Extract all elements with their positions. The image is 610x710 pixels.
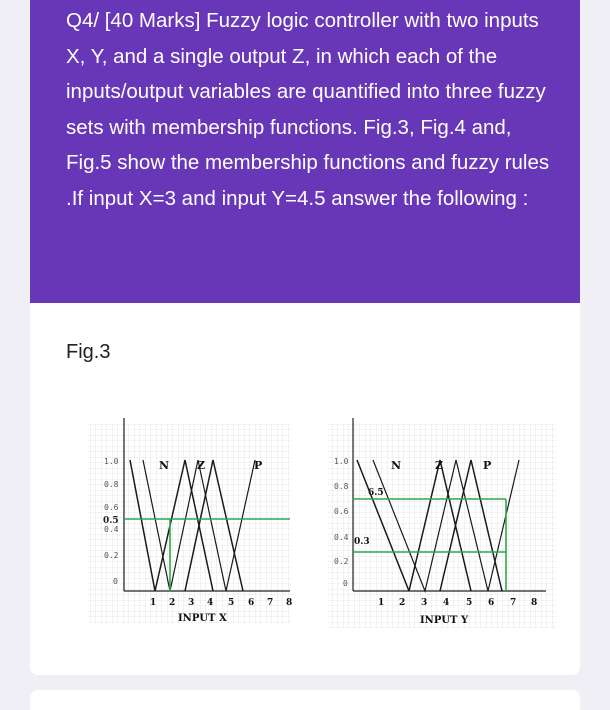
x-set-label-p: P <box>254 459 263 472</box>
x-ytick: 0.4 <box>104 525 119 534</box>
question-card <box>30 0 580 675</box>
x-set-label-z: Z <box>197 459 206 472</box>
x-set-label-n: N <box>159 459 170 472</box>
y-ytick: 0 <box>343 579 348 588</box>
x-axis-label: INPUT X <box>178 613 227 624</box>
y-ytick: 0.8 <box>334 482 349 491</box>
fuzzy-membership-figure <box>68 413 556 635</box>
y-set-label-z: Z <box>435 459 444 472</box>
figure-caption: Fig.3 <box>66 341 111 363</box>
y-set-label-p: P <box>483 459 492 472</box>
y-grid-background <box>327 423 556 628</box>
y-ytick: 0.4 <box>334 533 349 542</box>
y-xtick: 4 <box>443 598 450 608</box>
y-xtick: 7 <box>510 598 517 608</box>
y-xtick: 5 <box>466 598 473 608</box>
x-ytick: 0.5 <box>103 516 119 526</box>
x-xtick: 2 <box>169 598 176 608</box>
y-xtick: 8 <box>531 598 538 608</box>
x-xtick: 4 <box>207 598 214 608</box>
x-xtick: 7 <box>267 598 274 608</box>
x-ytick: 0.6 <box>104 503 119 512</box>
y-annotation-6-5: 6.5 <box>368 488 384 498</box>
y-ytick: 0.6 <box>334 507 349 516</box>
question-text: Q4/ [40 Marks] Fuzzy logic controller with two inputs X, Y, and a single output Z, in which each of the inputs/output variables are quantified into three fuzzy sets with membership functions. Fig.3, Fig.4 and, Fig.5 show the membership functions and fuzzy rules .If input X=3 and input Y=4.5 answer the following : <box>66 9 550 210</box>
y-ytick: 0.2 <box>334 557 349 566</box>
x-xtick: 5 <box>228 598 235 608</box>
question-header <box>30 0 580 303</box>
y-xtick: 2 <box>399 598 406 608</box>
y-annotation-0-3: 0.3 <box>354 537 370 547</box>
y-xtick: 3 <box>421 598 428 608</box>
x-xtick: 6 <box>248 598 255 608</box>
input-y-plot <box>327 418 556 628</box>
y-axis-label: INPUT Y <box>420 615 469 626</box>
y-set-label-n: N <box>391 459 402 472</box>
x-ytick: 1.0 <box>104 457 119 466</box>
x-xtick: 3 <box>188 598 195 608</box>
x-ytick: 0 <box>113 577 118 586</box>
x-xtick: 1 <box>150 598 157 608</box>
x-ytick: 0.8 <box>104 480 119 489</box>
y-xtick: 6 <box>488 598 495 608</box>
x-xtick: 8 <box>286 598 293 608</box>
y-ytick: 1.0 <box>334 457 349 466</box>
x-ytick: 0.2 <box>104 551 119 560</box>
y-xtick: 1 <box>378 598 385 608</box>
next-question-card <box>30 690 580 710</box>
input-x-plot <box>87 418 292 624</box>
